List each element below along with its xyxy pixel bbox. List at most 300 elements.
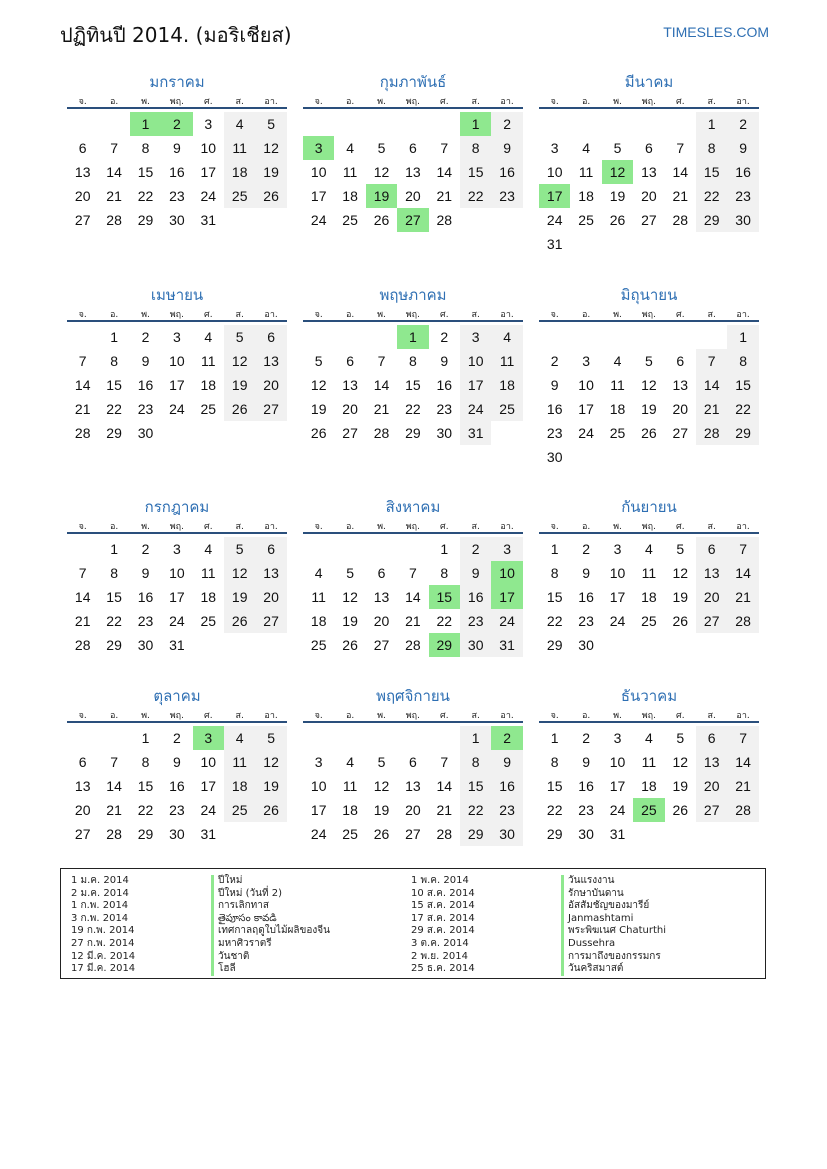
day-cell[interactable]: 30 [727, 208, 758, 232]
day-cell[interactable]: 14 [672, 164, 689, 180]
day-cell[interactable]: 16 [137, 377, 154, 393]
day-cell[interactable]: 7 [440, 140, 449, 156]
day-cell[interactable]: 28 [74, 425, 91, 441]
day-cell[interactable]: 7 [78, 353, 87, 369]
day-cell[interactable]: 14 [727, 750, 758, 774]
day-cell[interactable]: 12 [224, 349, 255, 373]
day-cell[interactable]: 4 [613, 353, 622, 369]
day-cell[interactable]: 29 [546, 637, 563, 653]
day-cell[interactable]: 2 [550, 353, 559, 369]
day-cell[interactable]: 20 [342, 401, 358, 417]
day-cell[interactable]: 6 [696, 537, 727, 561]
day-cell[interactable]: 11 [342, 164, 358, 180]
day-cell[interactable]: 10 [578, 377, 594, 393]
day-cell[interactable]: 17 [460, 373, 491, 397]
day-cell[interactable]: 14 [74, 377, 91, 393]
day-cell[interactable]: 5 [255, 726, 286, 750]
day-cell[interactable]: 30 [169, 212, 185, 228]
day-cell[interactable]: 7 [696, 349, 727, 373]
day-cell[interactable]: 13 [342, 377, 358, 393]
holiday-day-cell[interactable]: 25 [633, 798, 664, 822]
day-cell[interactable]: 3 [314, 754, 323, 770]
day-cell[interactable]: 11 [578, 164, 594, 180]
day-cell[interactable]: 3 [550, 140, 559, 156]
day-cell[interactable]: 26 [672, 802, 689, 818]
day-cell[interactable]: 9 [550, 377, 559, 393]
day-cell[interactable]: 29 [137, 212, 154, 228]
day-cell[interactable]: 29 [546, 826, 563, 842]
day-cell[interactable]: 13 [405, 164, 421, 180]
day-cell[interactable]: 20 [255, 585, 286, 609]
day-cell[interactable]: 9 [491, 136, 522, 160]
day-cell[interactable]: 17 [169, 589, 185, 605]
day-cell[interactable]: 26 [255, 798, 286, 822]
day-cell[interactable]: 17 [609, 589, 626, 605]
day-cell[interactable]: 1 [110, 329, 118, 345]
day-cell[interactable]: 4 [582, 140, 590, 156]
day-cell[interactable]: 7 [676, 140, 685, 156]
day-cell[interactable]: 23 [169, 188, 185, 204]
day-cell[interactable]: 6 [78, 140, 87, 156]
day-cell[interactable]: 15 [460, 160, 491, 184]
day-cell[interactable]: 26 [342, 637, 358, 653]
day-cell[interactable]: 19 [224, 373, 255, 397]
holiday-day-cell[interactable]: 19 [366, 184, 397, 208]
day-cell[interactable]: 9 [172, 140, 181, 156]
day-cell[interactable]: 28 [106, 826, 122, 842]
day-cell[interactable]: 3 [582, 353, 590, 369]
day-cell[interactable]: 9 [141, 353, 150, 369]
day-cell[interactable]: 4 [204, 541, 213, 557]
day-cell[interactable]: 11 [342, 778, 358, 794]
day-cell[interactable]: 21 [727, 774, 758, 798]
day-cell[interactable]: 14 [436, 164, 453, 180]
day-cell[interactable]: 10 [200, 754, 217, 770]
day-cell[interactable]: 13 [255, 349, 286, 373]
day-cell[interactable]: 14 [106, 164, 122, 180]
day-cell[interactable]: 8 [110, 565, 118, 581]
day-cell[interactable]: 6 [78, 754, 87, 770]
day-cell[interactable]: 13 [373, 589, 390, 605]
day-cell[interactable]: 2 [582, 730, 590, 746]
day-cell[interactable]: 28 [74, 637, 91, 653]
day-cell[interactable]: 28 [405, 637, 421, 653]
day-cell[interactable]: 9 [582, 754, 590, 770]
day-cell[interactable]: 16 [578, 589, 594, 605]
day-cell[interactable]: 5 [676, 541, 685, 557]
day-cell[interactable]: 27 [672, 425, 689, 441]
day-cell[interactable]: 3 [172, 329, 181, 345]
day-cell[interactable]: 23 [169, 802, 185, 818]
day-cell[interactable]: 24 [546, 212, 563, 228]
day-cell[interactable]: 23 [436, 401, 453, 417]
day-cell[interactable]: 5 [613, 140, 622, 156]
day-cell[interactable]: 25 [224, 798, 255, 822]
day-cell[interactable]: 22 [546, 613, 563, 629]
day-cell[interactable]: 31 [200, 212, 217, 228]
day-cell[interactable]: 15 [106, 589, 122, 605]
day-cell[interactable]: 18 [200, 589, 217, 605]
day-cell[interactable]: 27 [74, 212, 91, 228]
day-cell[interactable]: 26 [373, 826, 390, 842]
day-cell[interactable]: 22 [436, 613, 453, 629]
day-cell[interactable]: 8 [696, 136, 727, 160]
day-cell[interactable]: 5 [346, 565, 354, 581]
day-cell[interactable]: 21 [436, 802, 453, 818]
holiday-day-cell[interactable]: 2 [491, 726, 522, 750]
day-cell[interactable]: 21 [106, 802, 122, 818]
day-cell[interactable]: 10 [169, 565, 185, 581]
day-cell[interactable]: 19 [224, 585, 255, 609]
day-cell[interactable]: 23 [491, 184, 522, 208]
day-cell[interactable]: 7 [377, 353, 386, 369]
day-cell[interactable]: 1 [141, 730, 150, 746]
day-cell[interactable]: 28 [672, 212, 689, 228]
day-cell[interactable]: 19 [310, 401, 327, 417]
day-cell[interactable]: 8 [141, 140, 150, 156]
day-cell[interactable]: 11 [610, 377, 625, 393]
day-cell[interactable]: 8 [460, 136, 491, 160]
day-cell[interactable]: 6 [644, 140, 653, 156]
day-cell[interactable]: 26 [609, 212, 626, 228]
day-cell[interactable]: 24 [169, 401, 185, 417]
day-cell[interactable]: 31 [200, 826, 217, 842]
day-cell[interactable]: 22 [696, 184, 727, 208]
day-cell[interactable]: 16 [727, 160, 758, 184]
day-cell[interactable]: 11 [311, 589, 326, 605]
day-cell[interactable]: 4 [224, 112, 255, 136]
day-cell[interactable]: 6 [696, 726, 727, 750]
day-cell[interactable]: 4 [644, 541, 653, 557]
day-cell[interactable]: 21 [74, 613, 91, 629]
day-cell[interactable]: 24 [460, 397, 491, 421]
day-cell[interactable]: 20 [672, 401, 689, 417]
day-cell[interactable]: 9 [460, 561, 491, 585]
holiday-day-cell[interactable]: 3 [193, 726, 224, 750]
day-cell[interactable]: 8 [550, 565, 559, 581]
day-cell[interactable]: 9 [440, 353, 449, 369]
day-cell[interactable]: 29 [137, 826, 154, 842]
day-cell[interactable]: 5 [224, 325, 255, 349]
day-cell[interactable]: 10 [609, 754, 626, 770]
day-cell[interactable]: 24 [200, 802, 217, 818]
day-cell[interactable]: 15 [546, 778, 563, 794]
day-cell[interactable]: 12 [224, 561, 255, 585]
day-cell[interactable]: 19 [641, 401, 657, 417]
day-cell[interactable]: 8 [550, 754, 559, 770]
day-cell[interactable]: 9 [491, 750, 522, 774]
holiday-day-cell[interactable]: 12 [602, 160, 633, 184]
day-cell[interactable]: 17 [310, 188, 327, 204]
day-cell[interactable]: 17 [609, 778, 626, 794]
day-cell[interactable]: 16 [460, 585, 491, 609]
day-cell[interactable]: 16 [436, 377, 453, 393]
day-cell[interactable]: 2 [141, 329, 150, 345]
day-cell[interactable]: 2 [727, 112, 758, 136]
day-cell[interactable]: 17 [310, 802, 327, 818]
holiday-day-cell[interactable]: 1 [460, 112, 491, 136]
day-cell[interactable]: 12 [641, 377, 657, 393]
day-cell[interactable]: 1 [550, 730, 559, 746]
day-cell[interactable]: 26 [373, 212, 390, 228]
day-cell[interactable]: 26 [255, 184, 286, 208]
day-cell[interactable]: 22 [405, 401, 421, 417]
day-cell[interactable]: 27 [641, 212, 657, 228]
day-cell[interactable]: 19 [609, 188, 626, 204]
day-cell[interactable]: 20 [405, 188, 421, 204]
holiday-day-cell[interactable]: 29 [429, 633, 460, 657]
day-cell[interactable]: 9 [141, 565, 150, 581]
day-cell[interactable]: 15 [460, 774, 491, 798]
day-cell[interactable]: 30 [546, 449, 563, 465]
day-cell[interactable]: 13 [74, 778, 91, 794]
day-cell[interactable]: 24 [609, 802, 626, 818]
holiday-day-cell[interactable]: 1 [397, 325, 428, 349]
day-cell[interactable]: 8 [460, 750, 491, 774]
day-cell[interactable]: 4 [644, 730, 653, 746]
day-cell[interactable]: 15 [727, 373, 758, 397]
day-cell[interactable]: 2 [582, 541, 590, 557]
day-cell[interactable]: 30 [137, 637, 154, 653]
day-cell[interactable]: 10 [169, 353, 185, 369]
day-cell[interactable]: 4 [204, 329, 213, 345]
day-cell[interactable]: 18 [224, 774, 255, 798]
day-cell[interactable]: 26 [224, 609, 255, 633]
day-cell[interactable]: 13 [672, 377, 689, 393]
day-cell[interactable]: 20 [74, 802, 91, 818]
day-cell[interactable]: 4 [224, 726, 255, 750]
day-cell[interactable]: 21 [106, 188, 122, 204]
day-cell[interactable]: 24 [310, 212, 327, 228]
day-cell[interactable]: 25 [641, 613, 657, 629]
day-cell[interactable]: 10 [200, 140, 217, 156]
day-cell[interactable]: 20 [255, 373, 286, 397]
day-cell[interactable]: 9 [172, 754, 181, 770]
day-cell[interactable]: 28 [727, 609, 758, 633]
day-cell[interactable]: 12 [672, 565, 689, 581]
day-cell[interactable]: 5 [314, 353, 323, 369]
day-cell[interactable]: 27 [696, 798, 727, 822]
day-cell[interactable]: 6 [377, 565, 386, 581]
holiday-day-cell[interactable]: 17 [539, 184, 570, 208]
day-cell[interactable]: 29 [405, 425, 421, 441]
day-cell[interactable]: 12 [310, 377, 327, 393]
day-cell[interactable]: 21 [373, 401, 390, 417]
day-cell[interactable]: 10 [546, 164, 563, 180]
day-cell[interactable]: 17 [200, 778, 217, 794]
day-cell[interactable]: 15 [546, 589, 563, 605]
day-cell[interactable]: 17 [169, 377, 185, 393]
day-cell[interactable]: 26 [641, 425, 657, 441]
day-cell[interactable]: 2 [141, 541, 150, 557]
day-cell[interactable]: 28 [436, 212, 453, 228]
day-cell[interactable]: 20 [696, 585, 727, 609]
day-cell[interactable]: 22 [460, 184, 491, 208]
day-cell[interactable]: 11 [224, 136, 255, 160]
day-cell[interactable]: 16 [546, 401, 563, 417]
day-cell[interactable]: 5 [377, 754, 386, 770]
day-cell[interactable]: 9 [582, 565, 590, 581]
day-cell[interactable]: 5 [676, 730, 685, 746]
day-cell[interactable]: 11 [201, 565, 216, 581]
day-cell[interactable]: 8 [408, 353, 417, 369]
day-cell[interactable]: 5 [377, 140, 386, 156]
day-cell[interactable]: 1 [440, 541, 449, 557]
day-cell[interactable]: 20 [74, 188, 91, 204]
holiday-day-cell[interactable]: 2 [161, 112, 192, 136]
day-cell[interactable]: 8 [727, 349, 758, 373]
day-cell[interactable]: 30 [137, 425, 154, 441]
day-cell[interactable]: 12 [373, 164, 390, 180]
day-cell[interactable]: 18 [342, 802, 358, 818]
day-cell[interactable]: 5 [644, 353, 653, 369]
day-cell[interactable]: 30 [491, 822, 522, 846]
day-cell[interactable]: 27 [342, 425, 358, 441]
day-cell[interactable]: 17 [200, 164, 217, 180]
holiday-day-cell[interactable]: 3 [303, 136, 334, 160]
day-cell[interactable]: 25 [609, 425, 626, 441]
day-cell[interactable]: 22 [137, 802, 154, 818]
day-cell[interactable]: 10 [310, 778, 327, 794]
day-cell[interactable]: 6 [255, 325, 286, 349]
day-cell[interactable]: 27 [255, 397, 286, 421]
day-cell[interactable]: 6 [255, 537, 286, 561]
day-cell[interactable]: 13 [74, 164, 91, 180]
day-cell[interactable]: 28 [106, 212, 122, 228]
day-cell[interactable]: 30 [578, 637, 594, 653]
day-cell[interactable]: 25 [200, 401, 217, 417]
day-cell[interactable]: 4 [346, 754, 354, 770]
day-cell[interactable]: 29 [727, 421, 758, 445]
day-cell[interactable]: 23 [546, 425, 563, 441]
day-cell[interactable]: 25 [200, 613, 217, 629]
day-cell[interactable]: 18 [310, 613, 327, 629]
day-cell[interactable]: 20 [405, 802, 421, 818]
day-cell[interactable]: 21 [436, 188, 453, 204]
day-cell[interactable]: 18 [491, 373, 522, 397]
day-cell[interactable]: 12 [342, 589, 358, 605]
day-cell[interactable]: 2 [172, 730, 181, 746]
day-cell[interactable]: 1 [727, 325, 758, 349]
day-cell[interactable]: 29 [106, 425, 122, 441]
day-cell[interactable]: 20 [696, 774, 727, 798]
day-cell[interactable]: 19 [255, 160, 286, 184]
day-cell[interactable]: 6 [346, 353, 354, 369]
day-cell[interactable]: 7 [110, 754, 118, 770]
day-cell[interactable]: 5 [255, 112, 286, 136]
day-cell[interactable]: 20 [641, 188, 657, 204]
day-cell[interactable]: 9 [727, 136, 758, 160]
day-cell[interactable]: 1 [550, 541, 559, 557]
day-cell[interactable]: 13 [696, 750, 727, 774]
day-cell[interactable]: 1 [110, 541, 118, 557]
day-cell[interactable]: 25 [342, 826, 358, 842]
day-cell[interactable]: 23 [137, 613, 154, 629]
day-cell[interactable]: 16 [491, 774, 522, 798]
day-cell[interactable]: 27 [405, 826, 421, 842]
day-cell[interactable]: 11 [491, 349, 522, 373]
day-cell[interactable]: 16 [491, 160, 522, 184]
day-cell[interactable]: 23 [491, 798, 522, 822]
day-cell[interactable]: 29 [106, 637, 122, 653]
day-cell[interactable]: 18 [578, 188, 594, 204]
day-cell[interactable]: 12 [373, 778, 390, 794]
day-cell[interactable]: 25 [491, 397, 522, 421]
day-cell[interactable]: 26 [672, 613, 689, 629]
day-cell[interactable]: 27 [373, 637, 390, 653]
day-cell[interactable]: 22 [727, 397, 758, 421]
day-cell[interactable]: 13 [255, 561, 286, 585]
day-cell[interactable]: 8 [440, 565, 449, 581]
day-cell[interactable]: 2 [460, 537, 491, 561]
day-cell[interactable]: 15 [106, 377, 122, 393]
day-cell[interactable]: 13 [405, 778, 421, 794]
day-cell[interactable]: 23 [578, 613, 594, 629]
day-cell[interactable]: 13 [696, 561, 727, 585]
day-cell[interactable]: 3 [613, 541, 622, 557]
day-cell[interactable]: 11 [224, 750, 255, 774]
day-cell[interactable]: 25 [578, 212, 594, 228]
day-cell[interactable]: 1 [460, 726, 491, 750]
day-cell[interactable]: 21 [74, 401, 91, 417]
day-cell[interactable]: 27 [255, 609, 286, 633]
day-cell[interactable]: 12 [672, 754, 689, 770]
day-cell[interactable]: 2 [440, 329, 449, 345]
day-cell[interactable]: 27 [74, 826, 91, 842]
day-cell[interactable]: 11 [641, 754, 657, 770]
day-cell[interactable]: 14 [74, 589, 91, 605]
day-cell[interactable]: 3 [491, 537, 522, 561]
day-cell[interactable]: 22 [137, 188, 154, 204]
day-cell[interactable]: 22 [106, 613, 122, 629]
day-cell[interactable]: 11 [641, 565, 657, 581]
day-cell[interactable]: 28 [436, 826, 453, 842]
day-cell[interactable]: 31 [169, 637, 185, 653]
day-cell[interactable]: 1 [696, 112, 727, 136]
day-cell[interactable]: 23 [137, 401, 154, 417]
day-cell[interactable]: 15 [137, 778, 154, 794]
day-cell[interactable]: 14 [106, 778, 122, 794]
day-cell[interactable]: 18 [641, 778, 657, 794]
day-cell[interactable]: 3 [172, 541, 181, 557]
day-cell[interactable]: 14 [727, 561, 758, 585]
day-cell[interactable]: 31 [460, 421, 491, 445]
day-cell[interactable]: 8 [141, 754, 150, 770]
day-cell[interactable]: 30 [169, 826, 185, 842]
day-cell[interactable]: 26 [310, 425, 327, 441]
day-cell[interactable]: 3 [204, 116, 213, 132]
day-cell[interactable]: 24 [491, 609, 522, 633]
day-cell[interactable]: 18 [200, 377, 217, 393]
day-cell[interactable]: 10 [310, 164, 327, 180]
day-cell[interactable]: 22 [460, 798, 491, 822]
day-cell[interactable]: 30 [578, 826, 594, 842]
day-cell[interactable]: 21 [696, 397, 727, 421]
day-cell[interactable]: 12 [255, 750, 286, 774]
day-cell[interactable]: 19 [672, 589, 689, 605]
day-cell[interactable]: 7 [727, 537, 758, 561]
day-cell[interactable]: 6 [408, 140, 417, 156]
day-cell[interactable]: 4 [314, 565, 323, 581]
day-cell[interactable]: 16 [578, 778, 594, 794]
day-cell[interactable]: 16 [137, 589, 154, 605]
day-cell[interactable]: 4 [491, 325, 522, 349]
day-cell[interactable]: 28 [727, 798, 758, 822]
day-cell[interactable]: 14 [373, 377, 390, 393]
day-cell[interactable]: 19 [672, 778, 689, 794]
day-cell[interactable]: 18 [609, 401, 626, 417]
day-cell[interactable]: 30 [436, 425, 453, 441]
